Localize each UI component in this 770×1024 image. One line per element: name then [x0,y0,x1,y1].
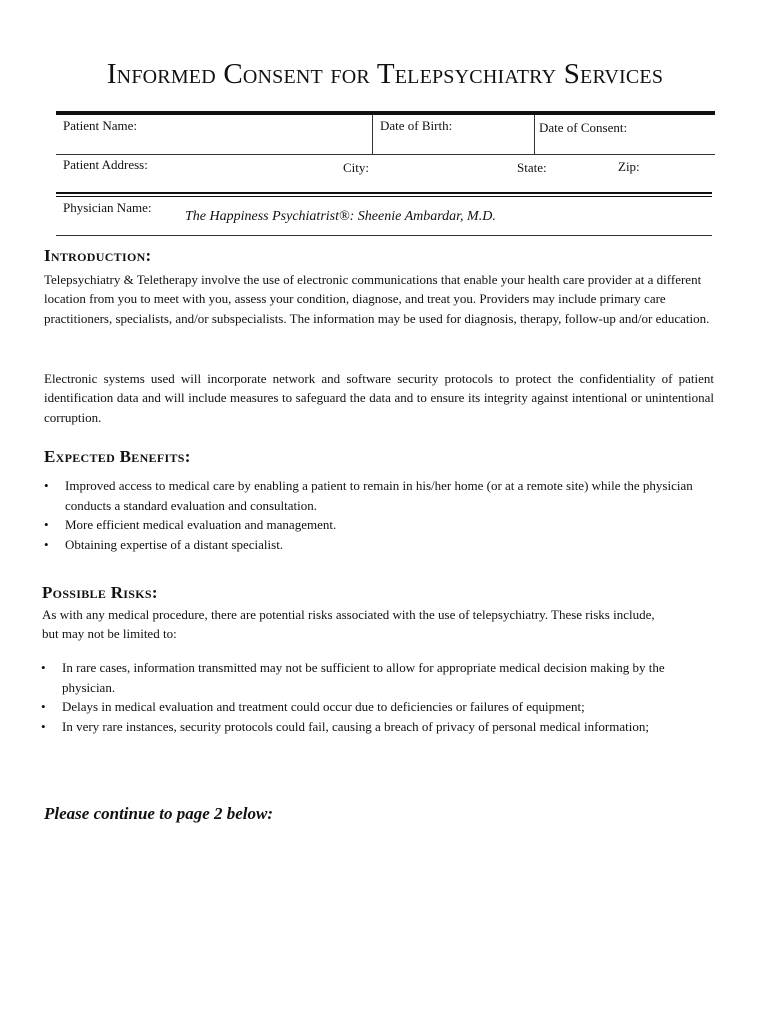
benefits-list [44,476,704,554]
introduction-paragraph-1: Telepsychiatry & Teletherapy involve the use of electronic communications that enable your health care provider at a different location from you to meet with you, assess your condition, diagnose, and treat you. Providers may include primary care practitioners, specialists, and/or subspecialists. The information may be used for diagnosis, therapy, follow-up and/or education. [44,272,710,326]
page-title: Informed Consent for Telepsychiatry Services [106,58,664,90]
list-item-text: Delays in medical evaluation and treatment could occur due to deficiencies or failures of equipment; [62,699,585,714]
benefits-heading: Expected Benefits: [44,447,191,466]
introduction-paragraph-2: Electronic systems used will incorporate network and software security protocols to protect the confidentiality of patient identification data and will include measures to safeguard the data and to ensure its integrity against intentional or unintentional corruption. [44,371,714,425]
bullet-icon: • [41,718,46,734]
bullet-icon: • [41,699,46,714]
introduction-heading: Introduction: [44,246,152,265]
bullet-icon: • [44,478,49,493]
header-rule [56,111,715,115]
list-item [44,476,704,515]
form-double-rule [56,192,712,197]
zip-label: Zip: [618,159,640,174]
form-divider [372,115,373,154]
consent-date-label: Date of Consent: [539,120,628,135]
form-row-rule [56,154,715,155]
list-item [44,515,704,535]
bullet-icon: • [44,517,49,532]
continue-note: Please continue to page 2 below: [44,804,274,823]
risks-intro: As with any medical procedure, there are potential risks associated with the use of telepsychiatry. These risks include, but may not be limited to: [42,607,655,642]
list-item [44,535,704,555]
list-item [41,697,681,717]
list-item-text: In very rare instances, security protocols could fail, causing a breach of privacy of personal medical information; [62,718,649,734]
list-item [41,717,681,737]
dob-label: Date of Birth: [380,118,453,133]
list-item [41,658,681,697]
list-item-text: Improved access to medical care by enabling a patient to remain in his/her home (or at a remote site) while the physician conducts a standard evaluation and consultation. [65,478,693,513]
state-label: State: [517,160,547,175]
list-item-text: In rare cases, information transmitted may not be sufficient to allow for appropriate medical decision making by the physician. [62,660,665,695]
address-label: Patient Address: [63,157,148,172]
city-label: City: [343,160,370,175]
bullet-icon: • [44,536,49,552]
physician-label: Physician Name: [63,200,152,215]
form-bottom-rule [56,235,712,236]
risks-list [41,658,681,736]
patient-name-label: Patient Name: [63,118,138,133]
physician-name-value: The Happiness Psychiatrist®: Sheenie Ambardar, M.D. [185,209,496,224]
risks-heading: Possible Risks: [42,583,158,602]
list-item-text: More efficient medical evaluation and management. [65,517,337,532]
list-item-text: Obtaining expertise of a distant specialist. [65,536,284,552]
bullet-icon: • [41,660,46,675]
form-divider [534,115,535,154]
